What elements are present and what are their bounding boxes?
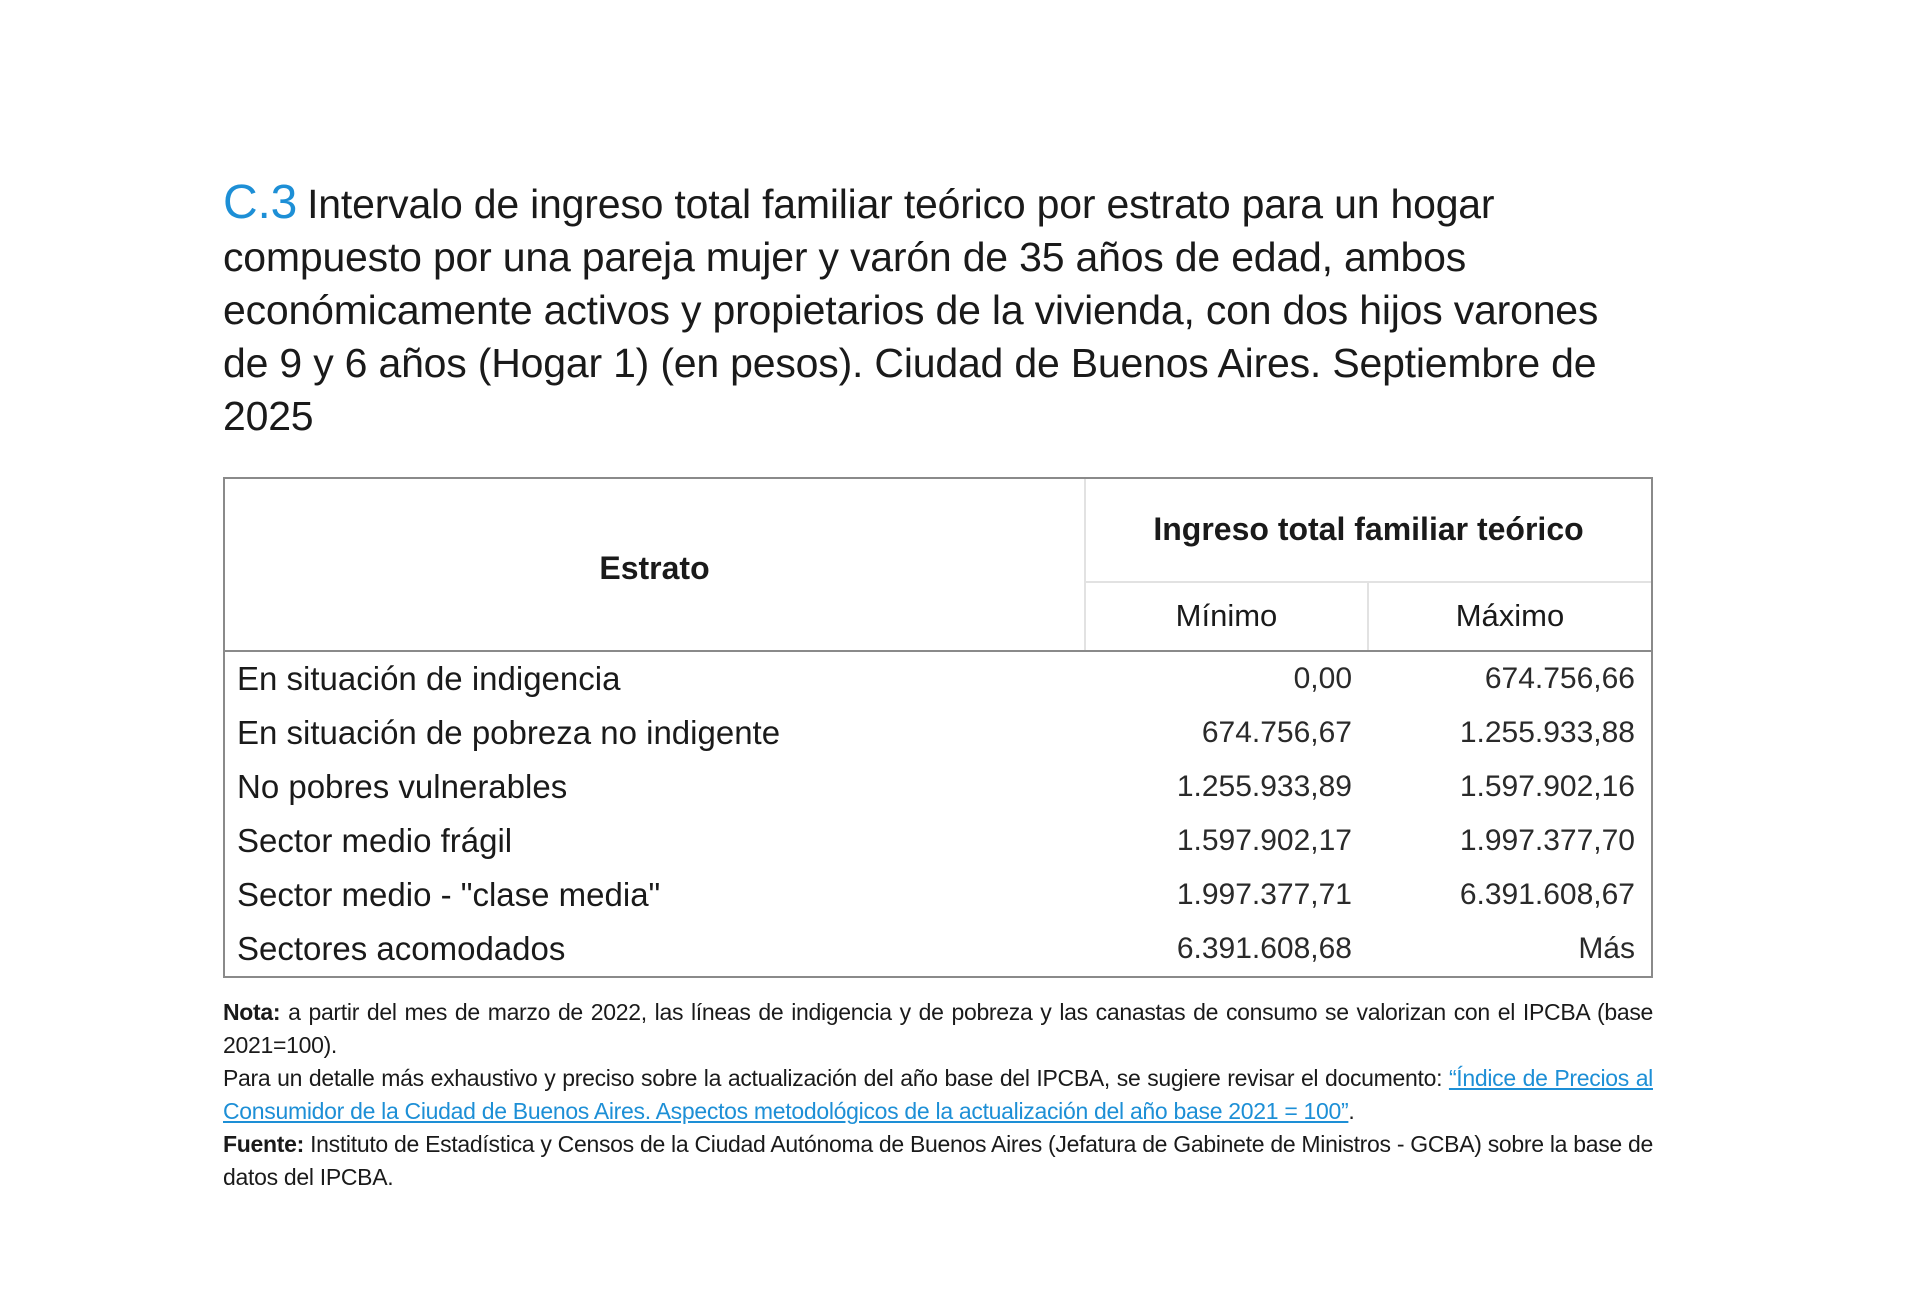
title-text: Intervalo de ingreso total familiar teórico por estrato para un hogar compuesto por una pareja mujer y varón de 35 años de edad, ambos económicamente activos y propietarios de la vivienda, con dos hijos varones de 9 y 6 años (Hogar 1) (en pesos). Ciudad de Buenos Aires. Septiembre de 2025 [223,181,1599,439]
minimo-cell: 1.997.377,71 [1176,878,1352,911]
nota-line [223,996,1653,1062]
report-page [223,176,1653,1194]
maximo-cell: 6.391.608,67 [1459,878,1635,911]
estrato-cell: Sector medio frágil [237,822,513,859]
estrato-cell: Sectores acomodados [237,930,566,967]
income-table-container [223,477,1653,978]
fuente-label: Fuente: [223,1131,304,1157]
maximo-cell: 1.997.377,70 [1459,824,1635,857]
nota-label: Nota: [223,999,281,1025]
header-minimo: Mínimo [1085,582,1368,651]
maximo-cell: 1.597.902,16 [1459,770,1635,803]
table-code: C.3 [223,176,298,229]
maximo-cell: 674.756,66 [1484,662,1635,695]
detalle-line [223,1062,1653,1128]
table-row [225,651,1651,706]
estrato-cell: No pobres vulnerables [237,768,568,805]
document-link[interactable]: “Índice de Precios al Consumidor de la Ciudad de Buenos Aires. Aspectos metodológicos de la actualización del año base 2021 = 100” [223,1065,1653,1124]
estrato-cell: En situación de indigencia [237,660,621,697]
estrato-cell: Sector medio - "clase media" [237,876,661,913]
header-estrato: Estrato [225,479,1085,651]
fuente-text: Instituto de Estadística y Censos de la Ciudad Autónoma de Buenos Aires (Jefatura de Gabinete de Ministros - GCBA) sobre la base de datos del IPCBA. [223,1131,1654,1190]
link-end: . [1348,1098,1355,1124]
header-maximo: Máximo [1368,582,1651,651]
table-row [225,760,1651,814]
table-title [223,176,1653,443]
table-row [225,706,1651,760]
table-row [225,922,1651,976]
minimo-cell: 6.391.608,68 [1176,932,1352,965]
nota-text: a partir del mes de marzo de 2022, las líneas de indigencia y de pobreza y las canastas de consumo se valorizan con el IPCBA (base 2021=100). [223,999,1654,1058]
table-row [225,814,1651,868]
table-row [225,868,1651,922]
minimo-cell: 0,00 [1293,662,1352,695]
minimo-cell: 674.756,67 [1201,716,1352,749]
detalle-text: Para un detalle más exhaustivo y preciso sobre la actualización del año base del IPCBA, se sugiere revisar el documento: [223,1065,1443,1091]
minimo-cell: 1.597.902,17 [1176,824,1352,857]
table-body [225,651,1651,976]
maximo-cell: 1.255.933,88 [1459,716,1635,749]
footnotes [223,996,1653,1194]
estrato-cell: En situación de pobreza no indigente [237,714,781,751]
minimo-cell: 1.255.933,89 [1176,770,1352,803]
header-ingreso-group: Ingreso total familiar teórico [1085,479,1651,582]
maximo-cell: Más [1578,932,1635,965]
income-table [225,479,1651,976]
fuente-line [223,1128,1653,1194]
